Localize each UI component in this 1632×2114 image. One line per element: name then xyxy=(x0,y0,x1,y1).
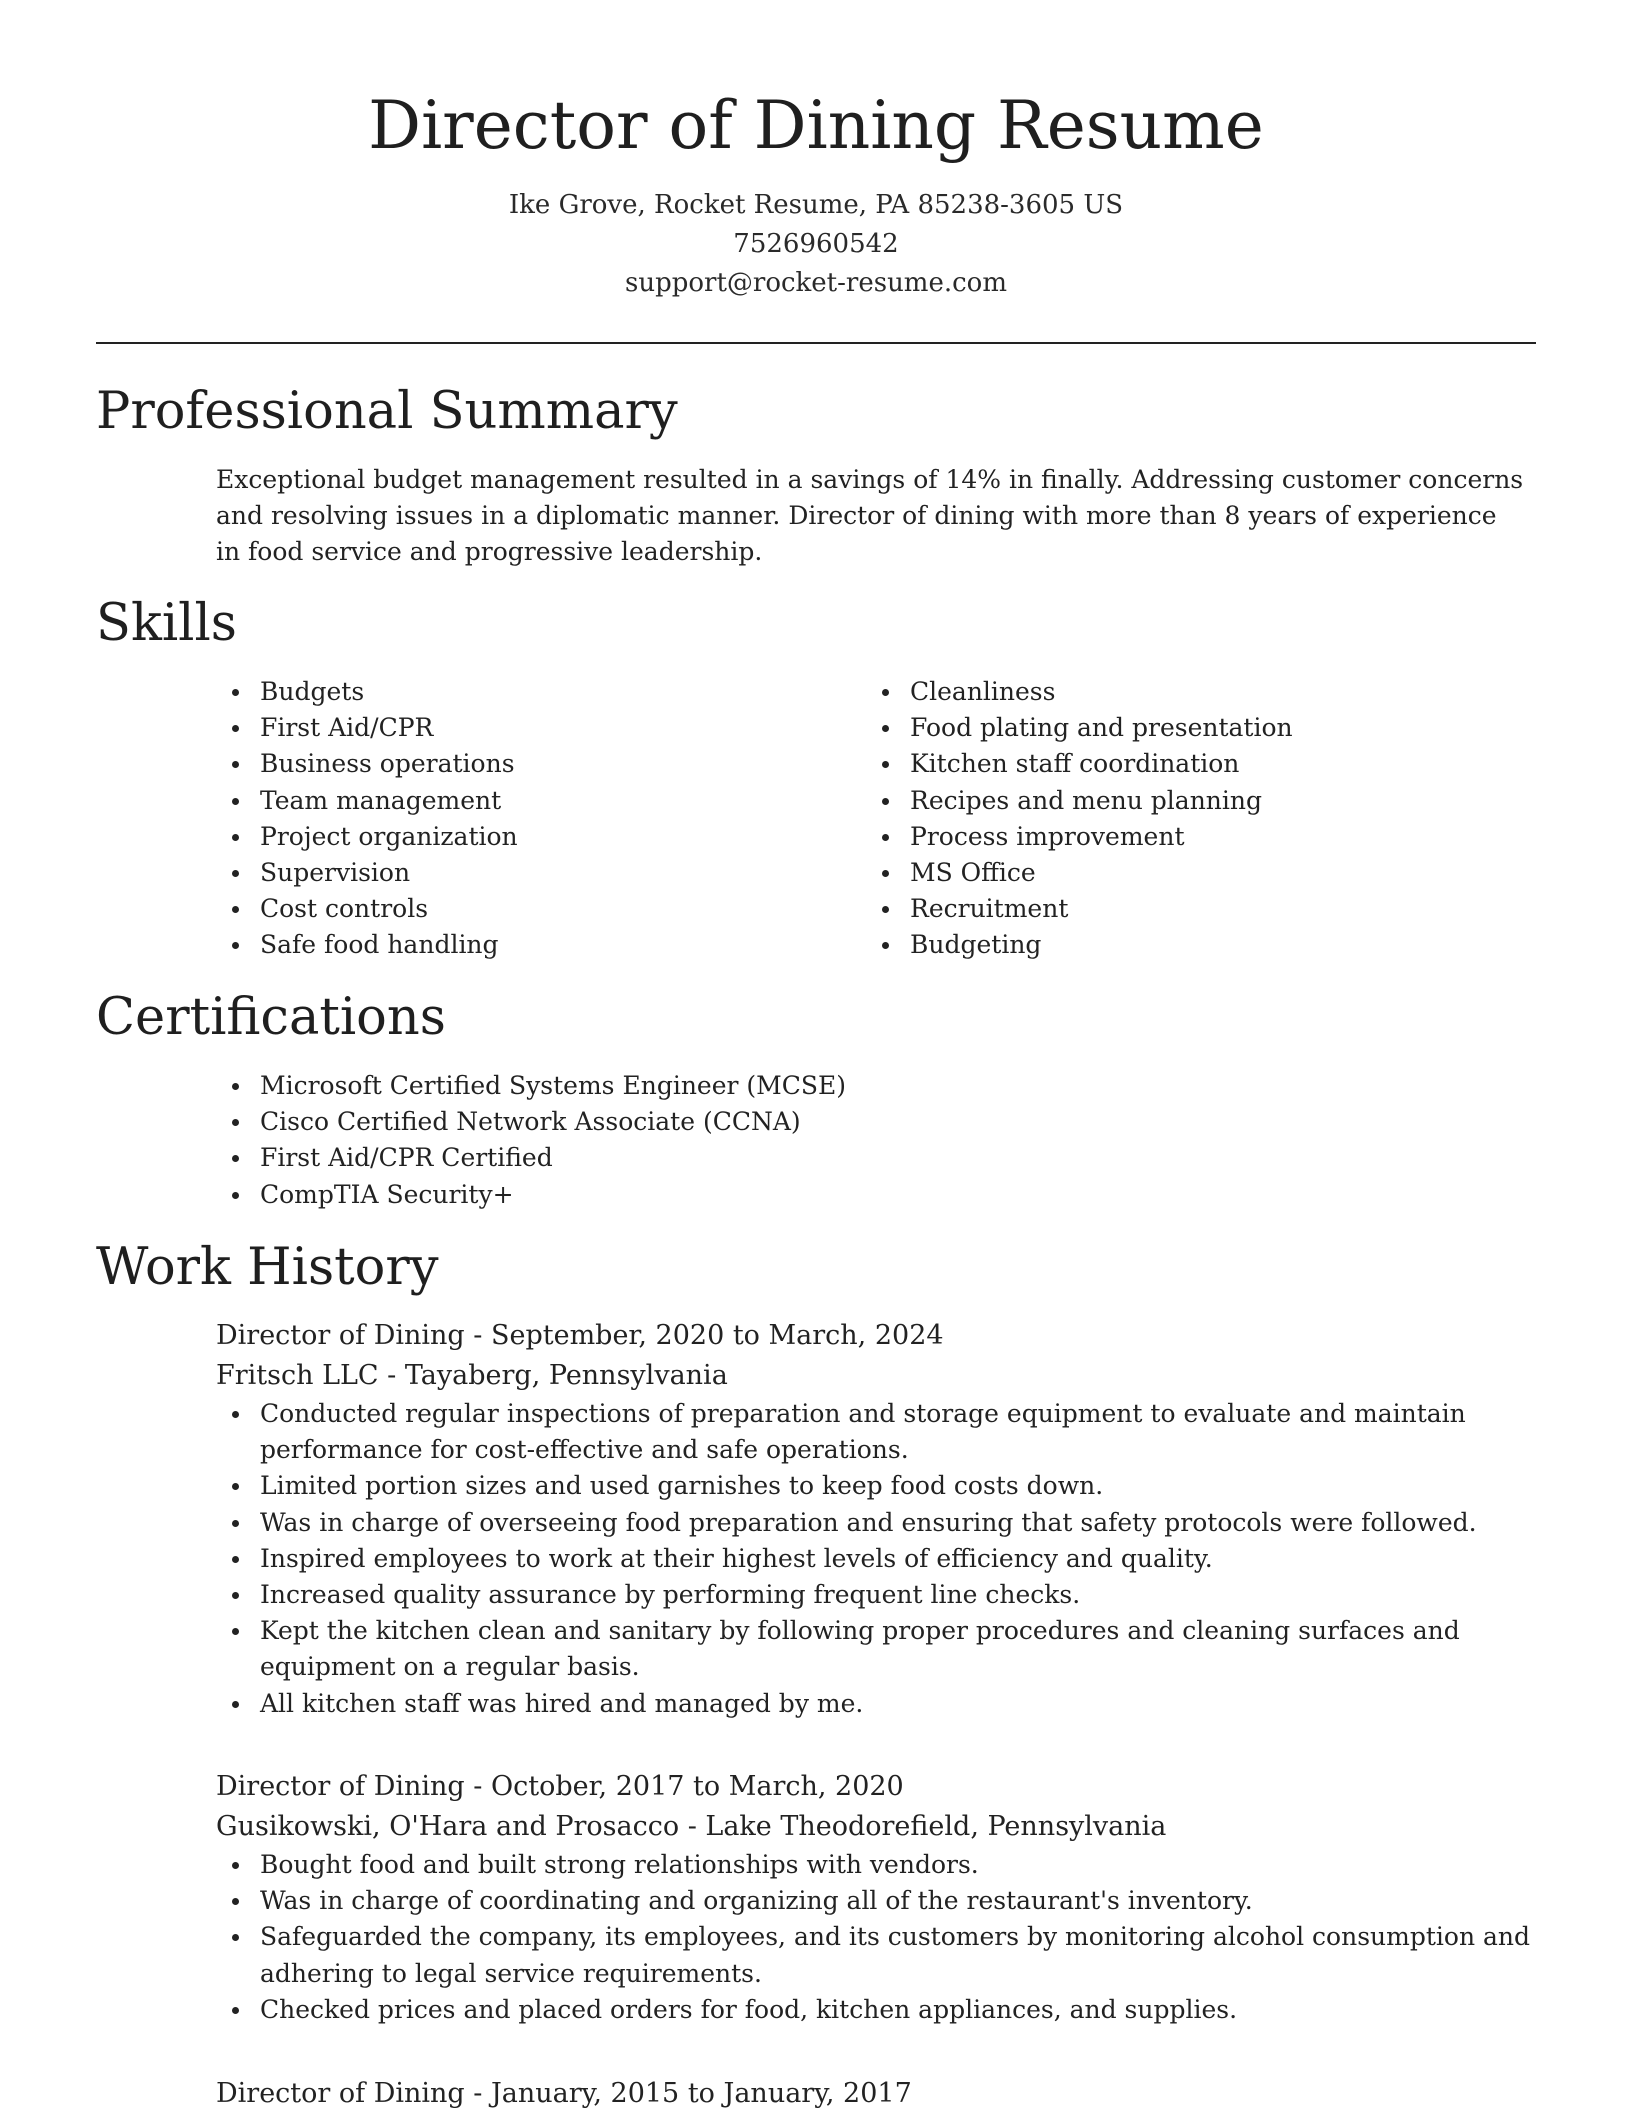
job-company: Fritsch LLC - Tayaberg, Pennsylvania xyxy=(216,1360,728,1391)
list-item: CompTIA Security+ xyxy=(216,1177,1536,1213)
skills-list-left xyxy=(216,674,836,964)
list-item: Budgeting xyxy=(866,927,1486,963)
list-item: Microsoft Certified Systems Engineer (MCSE) xyxy=(216,1068,1536,1104)
list-item: Increased quality assurance by performing frequent line checks. xyxy=(216,1577,1536,1613)
job-bullets xyxy=(216,1396,1536,1722)
list-item: Limited portion sizes and used garnishes to keep food costs down. xyxy=(216,1468,1536,1504)
skills-column-right xyxy=(866,674,1486,964)
contact-info xyxy=(0,186,1632,303)
job-title: Director of Dining - January, 2015 to January, 2017 xyxy=(216,2078,912,2109)
resume-header xyxy=(0,0,1632,303)
list-item: Business operations xyxy=(216,746,836,782)
contact-email: support@rocket-resume.com xyxy=(624,268,1007,298)
job-entry xyxy=(216,1767,1536,2028)
skills-column-left xyxy=(216,674,836,964)
job-company: Gusikowski, O'Hara and Prosacco - Lake Theodorefield, Pennsylvania xyxy=(216,1811,1167,1842)
resume-title: Director of Dining Resume xyxy=(368,87,1264,164)
list-item: Conducted regular inspections of preparation and storage equipment to evaluate and maintain performance for cost-effective and safe operations. xyxy=(216,1396,1536,1468)
list-item: Checked prices and placed orders for food, kitchen appliances, and supplies. xyxy=(216,1992,1536,2028)
summary-text: Exceptional budget management resulted in a savings of 14% in finally. Addressing customer concerns and resolving issues in a diplomatic manner. Director of dining with more than 8 years of experience in food service and progressive leadership. xyxy=(216,465,1524,566)
list-item: Kitchen staff coordination xyxy=(866,746,1486,782)
list-item: Budgets xyxy=(216,674,836,710)
list-item: Team management xyxy=(216,783,836,819)
list-item: Safeguarded the company, its employees, and its customers by monitoring alcohol consumption and adhering to legal service requirements. xyxy=(216,1919,1536,1991)
list-item: Was in charge of coordinating and organizing all of the restaurant's inventory. xyxy=(216,1883,1536,1919)
list-item: Recipes and menu planning xyxy=(866,783,1486,819)
job-bullets xyxy=(216,1847,1536,2028)
list-item: Was in charge of overseeing food preparation and ensuring that safety protocols were followed. xyxy=(216,1505,1536,1541)
list-item: Project organization xyxy=(216,819,836,855)
list-item: MS Office xyxy=(866,855,1486,891)
list-item: Inspired employees to work at their highest levels of efficiency and quality. xyxy=(216,1541,1536,1577)
list-item: Cisco Certified Network Associate (CCNA) xyxy=(216,1104,1536,1140)
list-item: Process improvement xyxy=(866,819,1486,855)
summary-heading: Professional Summary xyxy=(96,382,678,441)
skills-list-right xyxy=(866,674,1486,964)
list-item: Supervision xyxy=(216,855,836,891)
contact-address: Ike Grove, Rocket Resume, PA 85238-3605 US xyxy=(508,190,1124,220)
list-item: First Aid/CPR Certified xyxy=(216,1140,1536,1176)
work-history-heading: Work History xyxy=(96,1238,439,1297)
job-title: Director of Dining - September, 2020 to March, 2024 xyxy=(216,1320,944,1351)
job-entry xyxy=(216,1316,1536,1722)
list-item: Recruitment xyxy=(866,891,1486,927)
list-item: All kitchen staff was hired and managed by me. xyxy=(216,1686,1536,1722)
contact-phone: 7526960542 xyxy=(733,229,899,259)
list-item: Bought food and built strong relationships with vendors. xyxy=(216,1847,1536,1883)
certifications-list xyxy=(216,1068,1536,1213)
certifications-block xyxy=(216,1068,1536,1213)
list-item: First Aid/CPR xyxy=(216,710,836,746)
job-title: Director of Dining - October, 2017 to March, 2020 xyxy=(216,1771,904,1802)
list-item: Cost controls xyxy=(216,891,836,927)
job-entry xyxy=(216,2074,1536,2114)
certifications-heading: Certifications xyxy=(96,988,446,1047)
list-item: Safe food handling xyxy=(216,927,836,963)
list-item: Kept the kitchen clean and sanitary by following proper procedures and cleaning surfaces and equipment on a regular basis. xyxy=(216,1613,1536,1685)
header-divider xyxy=(96,342,1536,344)
list-item: Food plating and presentation xyxy=(866,710,1486,746)
list-item: Cleanliness xyxy=(866,674,1486,710)
skills-heading: Skills xyxy=(96,594,237,653)
